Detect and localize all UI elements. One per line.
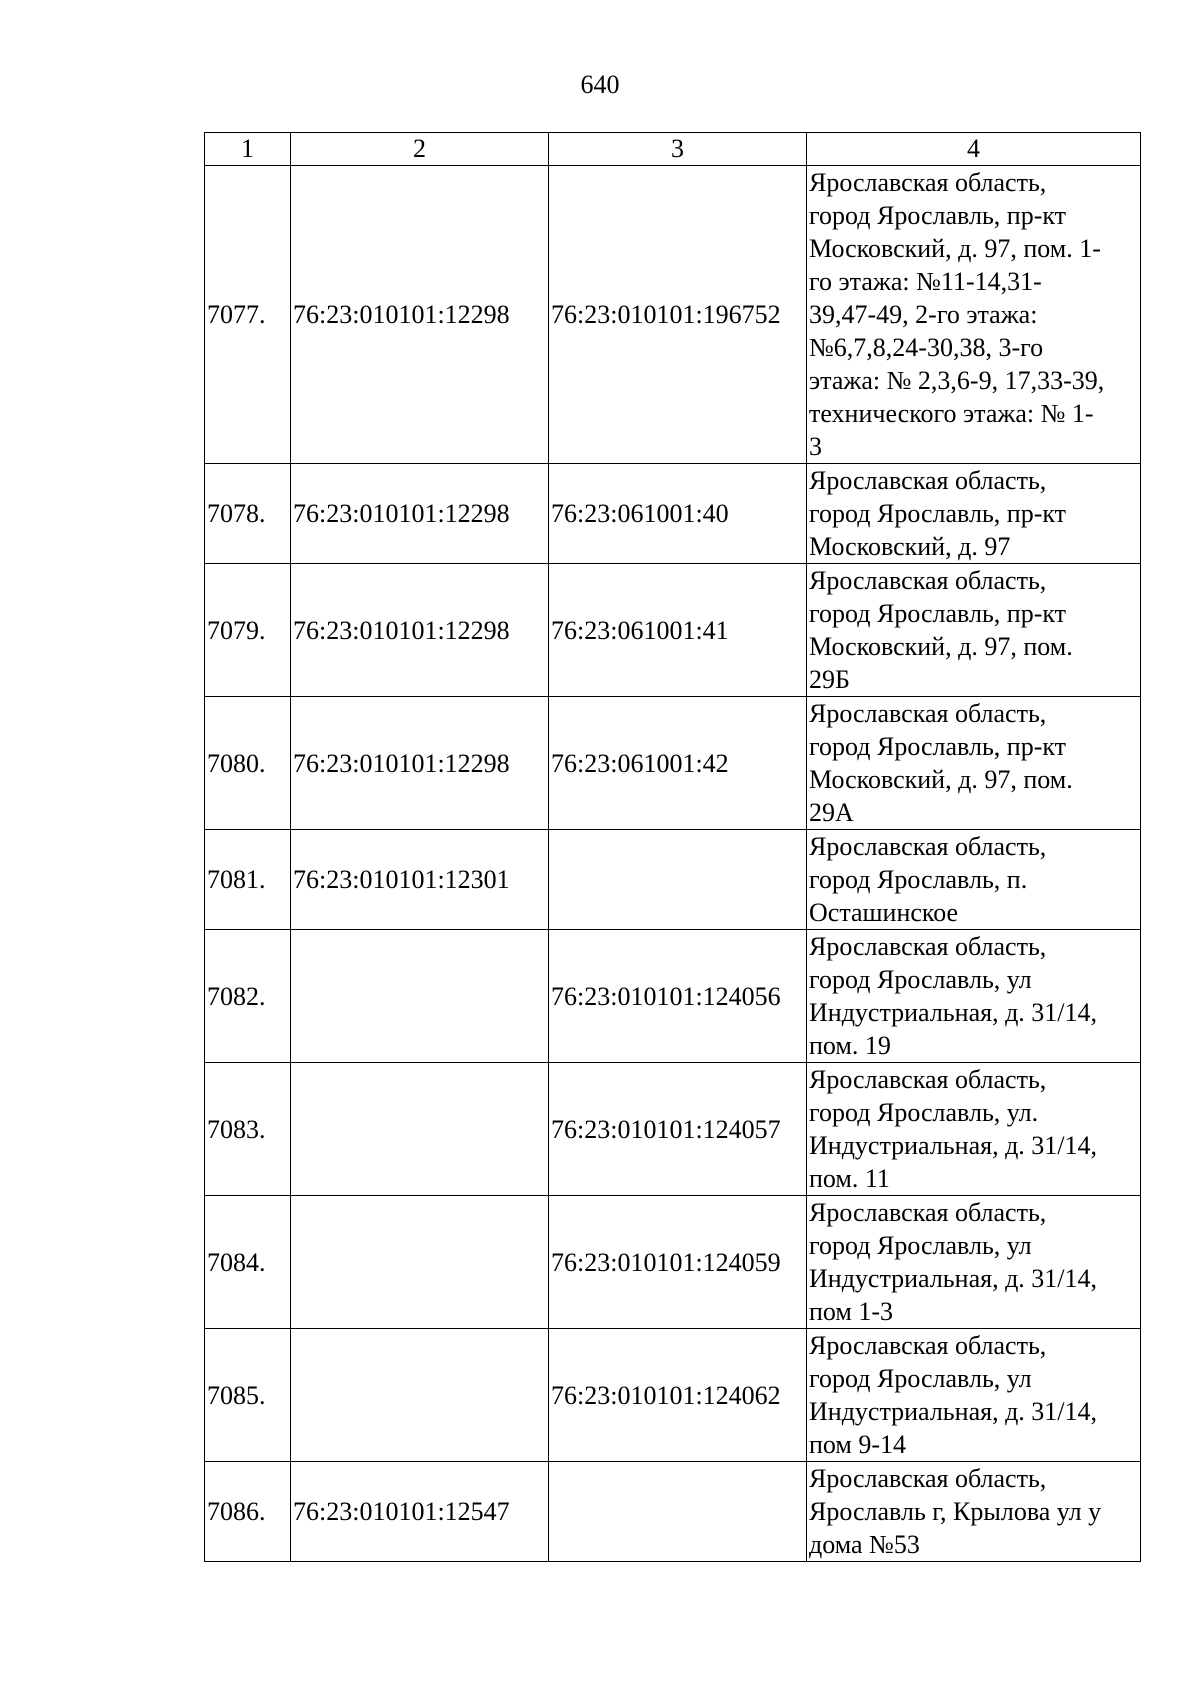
address-line: Ярославская область, [809,699,1047,728]
row-number-cell: 7077. [205,166,291,464]
address-line: Московский, д. 97, пом. [809,632,1073,661]
cadastral-number-cell: 76:23:010101:12547 [291,1462,549,1562]
object-number-cell [549,1462,807,1562]
table-row [205,564,1141,697]
table-row [205,1329,1141,1462]
cadastral-number-cell: 76:23:010101:12298 [291,464,549,564]
object-number-cell: 76:23:061001:40 [549,464,807,564]
cadastral-number-cell [291,1329,549,1462]
object-number-cell: 76:23:010101:124062 [549,1329,807,1462]
cadastral-number-cell: 76:23:010101:12298 [291,697,549,830]
row-number-cell: 7086. [205,1462,291,1562]
address-line: город Ярославль, ул [809,965,1032,994]
row-number-cell: 7081. [205,830,291,930]
cadastral-number-cell [291,1196,549,1329]
address-cell [807,1462,1141,1562]
cadastral-number-cell: 76:23:010101:12298 [291,166,549,464]
address-line: город Ярославль, ул [809,1231,1032,1260]
object-number-cell: 76:23:010101:124057 [549,1063,807,1196]
table-body [205,166,1141,1562]
address-line: Ярославская область, [809,832,1047,861]
address-line: Индустриальная, д. 31/14, [809,1397,1098,1426]
cadastral-number-cell: 76:23:010101:12298 [291,564,549,697]
row-number-cell: 7083. [205,1063,291,1196]
table-row [205,830,1141,930]
header-row [205,133,1141,166]
cadastral-number-cell [291,930,549,1063]
address-cell [807,464,1141,564]
cadastral-number-cell [291,1063,549,1196]
address-line: Ярославская область, [809,932,1047,961]
address-line: Московский, д. 97, пом. 1- [809,234,1101,263]
object-number-cell: 76:23:010101:124059 [549,1196,807,1329]
address-line: Московский, д. 97 [809,532,1011,561]
column-header: 2 [291,133,549,166]
cadastral-number-cell: 76:23:010101:12301 [291,830,549,930]
address-line: город Ярославль, пр-кт [809,732,1067,761]
address-line: 29А [809,798,854,827]
object-number-cell: 76:23:010101:124056 [549,930,807,1063]
table-row [205,1063,1141,1196]
address-cell [807,166,1141,464]
table-row [205,1196,1141,1329]
address-line: город Ярославль, ул. [809,1098,1039,1127]
address-line: Ярославская область, [809,1198,1047,1227]
address-line: город Ярославль, п. [809,865,1028,894]
address-line: го этажа: №11-14,31- [809,267,1042,296]
address-line: Индустриальная, д. 31/14, [809,998,1098,1027]
address-line: технического этажа: № 1- [809,399,1094,428]
address-line: Ярославская область, [809,466,1047,495]
address-line: Ярославль г, Крылова ул у [809,1497,1102,1526]
column-header: 1 [205,133,291,166]
address-line: город Ярославль, ул [809,1364,1032,1393]
address-line: этажа: № 2,3,6-9, 17,33-39, [809,366,1105,395]
address-line: 3 [809,432,822,461]
object-number-cell: 76:23:061001:42 [549,697,807,830]
address-line: город Ярославль, пр-кт [809,201,1067,230]
address-cell [807,930,1141,1063]
address-line: Ярославская область, [809,168,1047,197]
address-line: город Ярославль, пр-кт [809,499,1067,528]
page-number: 640 [580,70,620,99]
row-number-cell: 7080. [205,697,291,830]
register-table [204,132,1141,1562]
row-number-cell: 7082. [205,930,291,1063]
table-row [205,697,1141,830]
address-line: 39,47-49, 2-го этажа: [809,300,1038,329]
address-line: Ярославская область, [809,1331,1047,1360]
address-line: дома №53 [809,1530,920,1559]
address-cell [807,1063,1141,1196]
address-cell [807,1329,1141,1462]
address-cell [807,830,1141,930]
address-line: город Ярославль, пр-кт [809,599,1067,628]
table-row [205,166,1141,464]
column-header: 3 [549,133,807,166]
address-line: №6,7,8,24-30,38, 3-го [809,333,1044,362]
table-row [205,930,1141,1063]
address-line: Индустриальная, д. 31/14, [809,1264,1098,1293]
object-number-cell: 76:23:010101:196752 [549,166,807,464]
object-number-cell [549,830,807,930]
row-number-cell: 7078. [205,464,291,564]
address-cell [807,564,1141,697]
address-line: пом. 11 [809,1164,890,1193]
address-line: пом. 19 [809,1031,891,1060]
address-line: Ярославская область, [809,566,1047,595]
address-line: Осташинское [809,898,959,927]
address-line: Ярославская область, [809,1464,1047,1493]
address-line: 29Б [809,665,850,694]
address-cell [807,1196,1141,1329]
row-number-cell: 7085. [205,1329,291,1462]
address-cell [807,697,1141,830]
object-number-cell: 76:23:061001:41 [549,564,807,697]
address-line: пом 1-3 [809,1297,894,1326]
row-number-cell: 7079. [205,564,291,697]
address-line: пом 9-14 [809,1430,907,1459]
table-row [205,1462,1141,1562]
column-header: 4 [807,133,1141,166]
table-row [205,464,1141,564]
address-line: Индустриальная, д. 31/14, [809,1131,1098,1160]
address-line: Московский, д. 97, пом. [809,765,1073,794]
address-line: Ярославская область, [809,1065,1047,1094]
row-number-cell: 7084. [205,1196,291,1329]
